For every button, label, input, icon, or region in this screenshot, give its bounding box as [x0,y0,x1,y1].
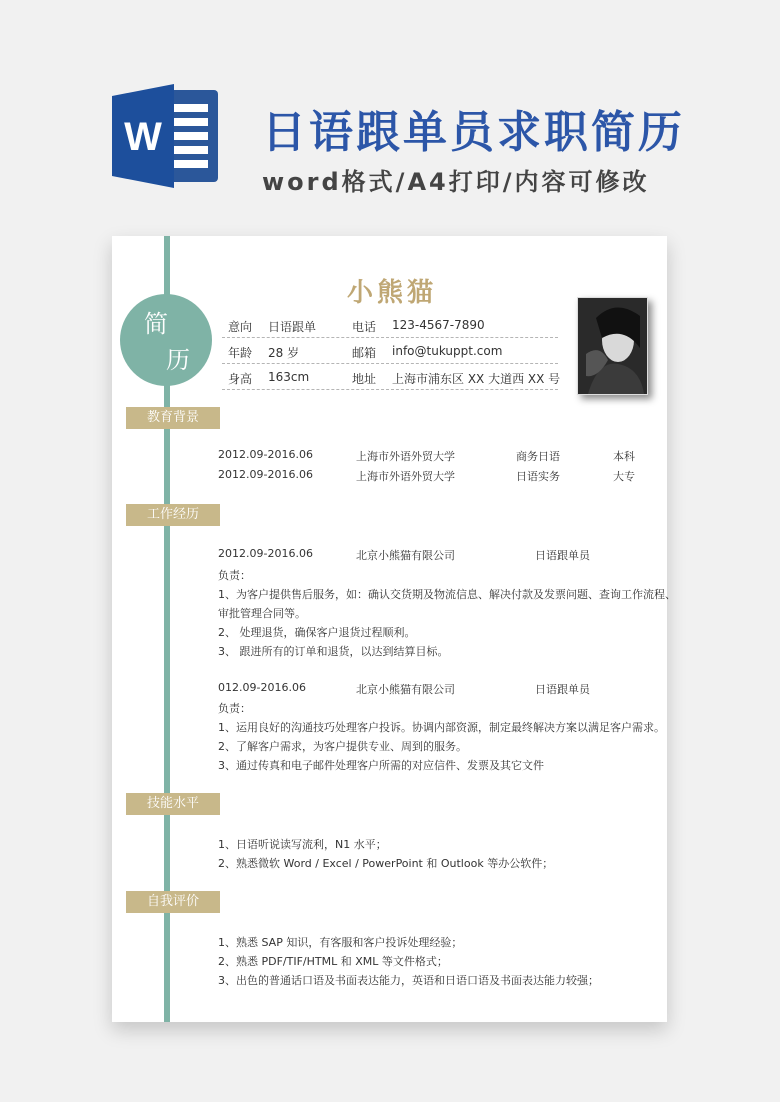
badge-char-2: 历 [166,346,190,374]
section-education-title: 教育背景 [126,407,220,429]
edu-period: 2012.09-2016.06 [218,468,313,481]
info-value: info@tukuppt.com [392,344,503,358]
word-icon [112,82,222,190]
info-value: 28 岁 [268,346,300,360]
job-period: 012.09-2016.06 [218,681,306,694]
info-row [222,339,558,364]
section-evaluation-title: 自我评价 [126,891,220,913]
page-subtitle: word格式/A4打印/内容可修改 [262,168,650,196]
job-duty-label: 负责： [218,569,251,582]
edu-major: 日语实务 [516,470,560,483]
job-position: 日语跟单员 [535,549,590,562]
job-company: 北京小熊猫有限公司 [356,549,455,562]
info-value: 上海市浦东区 XX 大道西 XX 号 [392,372,561,386]
info-value: 123-4567-7890 [392,318,485,332]
candidate-name: 小熊猫 [347,278,438,308]
info-label: 地址 [352,372,377,386]
profile-photo [577,297,648,395]
info-label: 年龄 [228,346,253,360]
edu-period: 2012.09-2016.06 [218,448,313,461]
skill-line: 1、日语听说读写流利，N1 水平； [218,838,387,851]
edu-school: 上海市外语外贸大学 [356,470,455,483]
job-duty-line: 1、为客户提供售后服务，如：确认交货期及物流信息、解决付款及发票问题、查询工作流程、 [218,588,676,601]
info-label: 电话 [352,320,377,334]
info-label: 身高 [228,372,253,386]
edu-major: 商务日语 [516,450,560,463]
info-label: 邮箱 [352,346,377,360]
info-label: 意向 [228,320,253,334]
job-duty-line: 3、 跟进所有的订单和退货，以达到结算目标。 [218,645,449,658]
job-duty-label: 负责： [218,702,251,715]
badge-char-1: 简 [144,310,168,338]
evaluation-line: 3、出色的普通话口语及书面表达能力，英语和日语口语及书面表达能力较强； [218,974,599,987]
svg-text:W: W [124,115,162,159]
section-skills-title: 技能水平 [126,793,220,815]
section-work-title: 工作经历 [126,504,220,526]
job-position: 日语跟单员 [535,683,590,696]
edu-degree: 本科 [613,450,635,463]
job-duty-line: 审批管理合同等。 [218,607,306,620]
resume-badge [120,294,212,386]
skill-line: 2、熟悉微软 Word / Excel / PowerPoint 和 Outlook 等办公软件； [218,857,554,870]
evaluation-line: 2、熟悉 PDF/TIF/HTML 和 XML 等文件格式； [218,955,448,968]
job-company: 北京小熊猫有限公司 [356,683,455,696]
evaluation-line: 1、熟悉 SAP 知识，有客服和客户投诉处理经验； [218,936,463,949]
info-row [222,313,558,338]
resume-page [112,236,676,1022]
job-duty-line: 3、通过传真和电子邮件处理客户所需的对应信件、发票及其它文件 [218,759,544,772]
info-value: 163cm [268,370,310,384]
page-title: 日语跟单员求职简历 [262,107,685,158]
info-row [222,365,561,390]
job-period: 2012.09-2016.06 [218,547,313,560]
job-duty-line: 2、了解客户需求，为客户提供专业、周到的服务。 [218,740,467,753]
info-value: 日语跟单 [268,320,317,334]
edu-degree: 大专 [613,470,635,483]
job-duty-line: 1、运用良好的沟通技巧处理客户投诉。协调内部资源，制定最终解决方案以满足客户需求。 [218,721,665,734]
job-duty-line: 2、 处理退货，确保客户退货过程顺利。 [218,626,416,639]
edu-school: 上海市外语外贸大学 [356,450,455,463]
